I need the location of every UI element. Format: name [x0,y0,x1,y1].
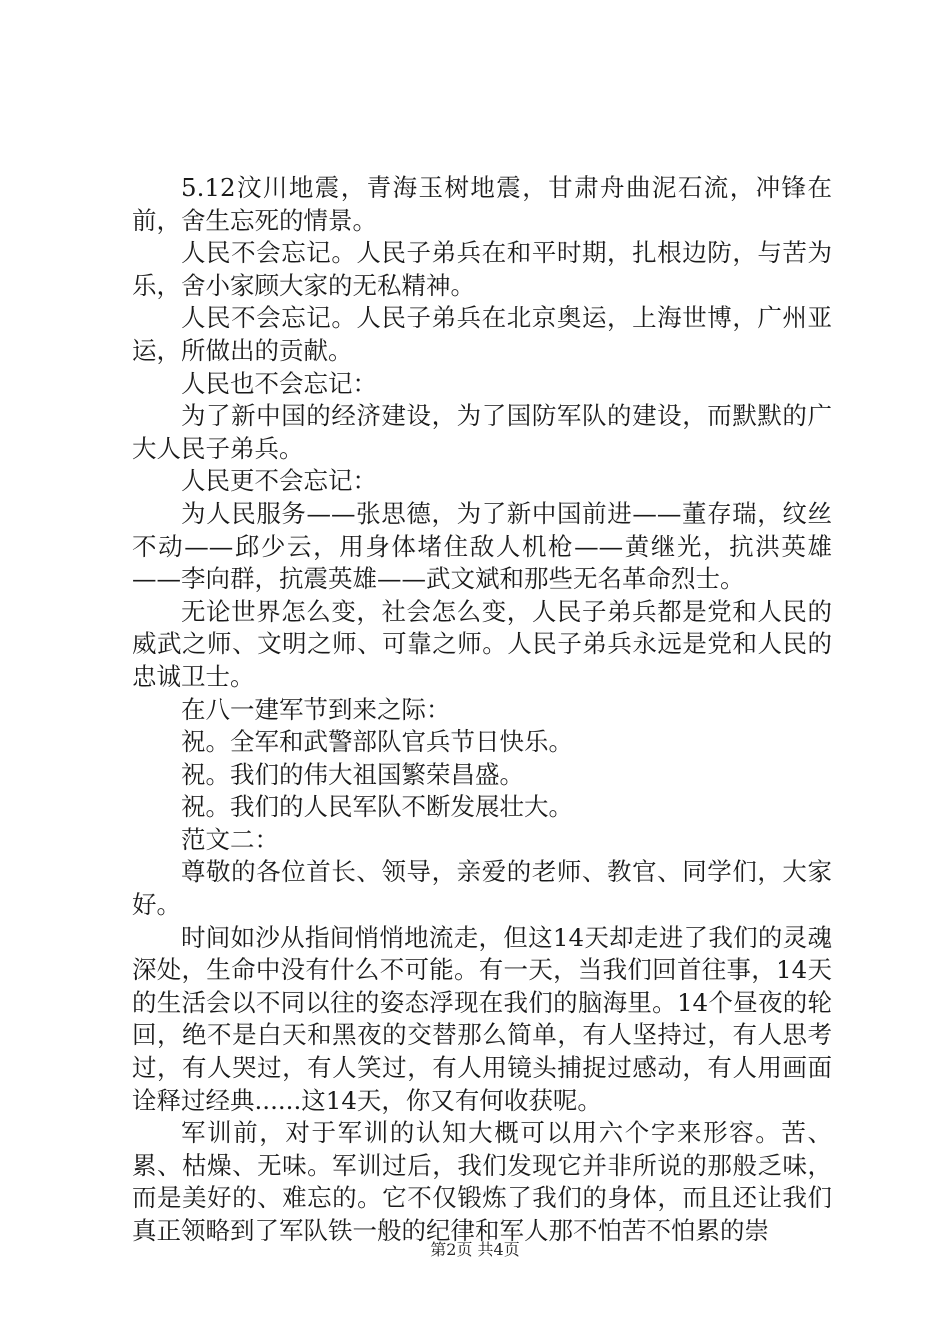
paragraph: 时间如沙从指间悄悄地流走，但这14天却走进了我们的灵魂深处，生命中没有什么不可能。有一天，当我们回首往事，14天的生活会以不同以往的姿态浮现在我们的脑海里。14个昼夜的轮回，绝不是白天和黑夜的交替那么简单，有人坚持过，有人思考过，有人哭过，有人笑过，有人用镜头捕捉过感动，有人用画面诠释过经典......这14天，你又有何收获呢。 [132,922,832,1115]
paragraph: 人民也不会忘记： [181,368,377,398]
paragraph: 人民不会忘记。人民子弟兵在和平时期，扎根边防，与苦为乐，舍小家顾大家的无私精神。 [132,238,832,300]
paragraph: 在八一建军节到来之际： [181,694,451,724]
paragraph: 为人民服务——张思德，为了新中国前进——董存瑞，纹丝不动——邱少云，用身体堵住敌人机枪——黄继光，抗洪英雄——李向群，抗震英雄——武文斌和那些无名革命烈士。 [132,498,832,594]
paragraph: 为了新中国的经济建设，为了国防军队的建设，而默默的广大人民子弟兵。 [132,401,832,463]
paragraph: 人民不会忘记。人民子弟兵在北京奥运，上海世博，广州亚运，所做出的贡献。 [132,303,832,365]
paragraph: 祝。我们的人民军队不断发展壮大。 [181,792,573,822]
paragraph: 祝。全军和武警部队官兵节日快乐。 [181,727,573,757]
document-body [132,172,832,1248]
paragraph: 军训前，对于军训的认知大概可以用六个字来形容。苦、累、枯燥、无味。军训过后，我们发现它并非所说的那般乏味，而是美好的、难忘的。它不仅锻炼了我们的身体，而且还让我们真正领略到了军队铁一般的纪律和军人那不怕苦不怕累的崇 [132,1118,832,1245]
paragraph: 无论世界怎么变，社会怎么变，人民子弟兵都是党和人民的威武之师、文明之师、可靠之师。人民子弟兵永远是党和人民的忠诚卫士。 [132,596,832,691]
paragraph: 尊敬的各位首长、领导，亲爱的老师、教官、同学们，大家好。 [132,857,832,920]
paragraph: 人民更不会忘记： [181,466,377,496]
paragraph: 5.12汶川地震，青海玉树地震，甘肃舟曲泥石流，冲锋在前，舍生忘死的情景。 [132,173,832,235]
page-number-footer: 第2页 共4页 [430,1240,520,1259]
section-heading: 范文二： [181,824,279,854]
paragraph: 祝。我们的伟大祖国繁荣昌盛。 [181,759,524,789]
